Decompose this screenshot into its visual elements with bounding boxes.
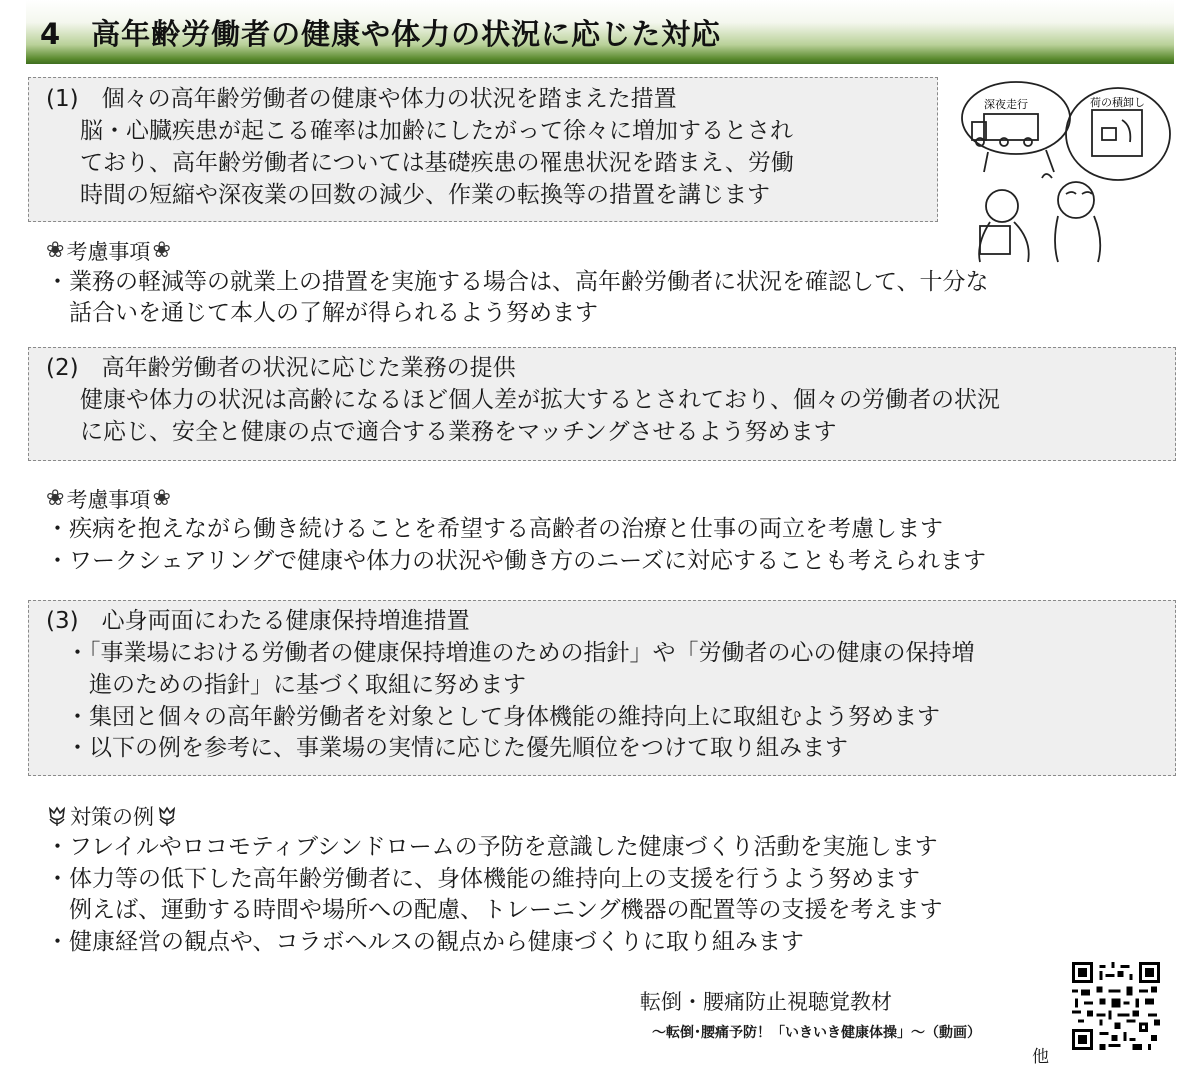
measures-label: 対策の例 [70, 805, 154, 829]
measures-heading [46, 801, 178, 831]
video-material-title: 転倒・腰痛防止視聴覚教材 [640, 990, 892, 1014]
consider-1-item: ・業務の軽減等の就業上の措置を実施する場合は、高年齢労働者に状況を確認して、十分な [46, 269, 989, 295]
workers-illustration [958, 76, 1172, 266]
section-3-body-line: ・集団と個々の高年齢労働者を対象として身体機能の維持向上に取組むよう努めます [66, 704, 940, 730]
section-1-body-line: 脳・心臓疾患が起こる確率は加齢にしたがって徐々に増加するとされ [80, 118, 793, 144]
tulip-icon [46, 805, 68, 827]
consider-label: 考慮事項 [66, 240, 151, 264]
section-3-body-line: 進のための指針」に基づく取組に努めます [66, 672, 526, 698]
section-2-body-line: 健康や体力の状況は高齢になるほど個人差が拡大するとされており、個々の労働者の状況 [80, 387, 1000, 413]
flower-icon: ❀ [46, 486, 65, 511]
bubble-loading-label: 荷の積卸し [1090, 96, 1145, 109]
flower-icon: ❀ [46, 238, 65, 263]
consider-1-item: 話合いを通じて本人の了解が得られるよう努めます [46, 300, 598, 326]
flower-icon: ❀ [152, 238, 171, 263]
qr-code[interactable] [1072, 962, 1160, 1050]
section-1-body-line: 時間の短縮や深夜業の回数の減少、作業の転換等の措置を講じます [80, 182, 770, 208]
measures-item: ・体力等の低下した高年齢労働者に、身体機能の維持向上の支援を行うよう努めます [46, 866, 920, 892]
section-3-heading: (3) 心身両面にわたる健康保持増進措置 [46, 608, 470, 634]
consider-label: 考慮事項 [66, 488, 151, 512]
tulip-icon [156, 805, 178, 827]
measures-item: ・健康経営の観点や、コラボヘルスの観点から健康づくりに取り組みます [46, 929, 804, 955]
footer-other: 他 [1032, 1047, 1049, 1067]
section-3-body-line: ・「事業場における労働者の健康保持増進のための指針」や「労働者の心の健康の保持増 [66, 640, 975, 666]
measures-item: ・フレイルやロコモティブシンドロームの予防を意識した健康づくり活動を実施します [46, 834, 938, 860]
consider-heading-2 [46, 484, 171, 514]
section-1-heading: (1) 個々の高年齢労働者の健康や体力の状況を踏まえた措置 [46, 86, 677, 112]
section-2-heading: (2) 高年齢労働者の状況に応じた業務の提供 [46, 355, 516, 381]
section-3-body-line: ・以下の例を参考に、事業場の実情に応じた優先順位をつけて取り組みます [66, 735, 848, 761]
consider-heading-1 [46, 236, 171, 266]
consider-2-item: ・ワークシェアリングで健康や体力の状況や働き方のニーズに対応することも考えられます [46, 548, 987, 574]
measures-item: 例えば、運動する時間や場所への配慮、トレーニング機器の配置等の支援を考えます [46, 897, 943, 923]
section-2-body-line: に応じ、安全と健康の点で適合する業務をマッチングさせるよう努めます [80, 419, 837, 445]
section-1-body-line: ており、高年齢労働者については基礎疾患の罹患状況を踏まえ、労働 [80, 150, 794, 176]
video-material-subtitle: ～転倒･腰痛予防！「いきいき健康体操」～（動画） [652, 1025, 981, 1041]
page-title: 4 高年齢労働者の健康や体力の状況に応じた対応 [40, 17, 722, 51]
bubble-night-drive-label: 深夜走行 [984, 98, 1028, 111]
consider-2-item: ・疾病を抱えながら働き続けることを希望する高齢者の治療と仕事の両立を考慮します [46, 516, 943, 542]
flower-icon: ❀ [152, 486, 171, 511]
section-header [26, 0, 1174, 64]
